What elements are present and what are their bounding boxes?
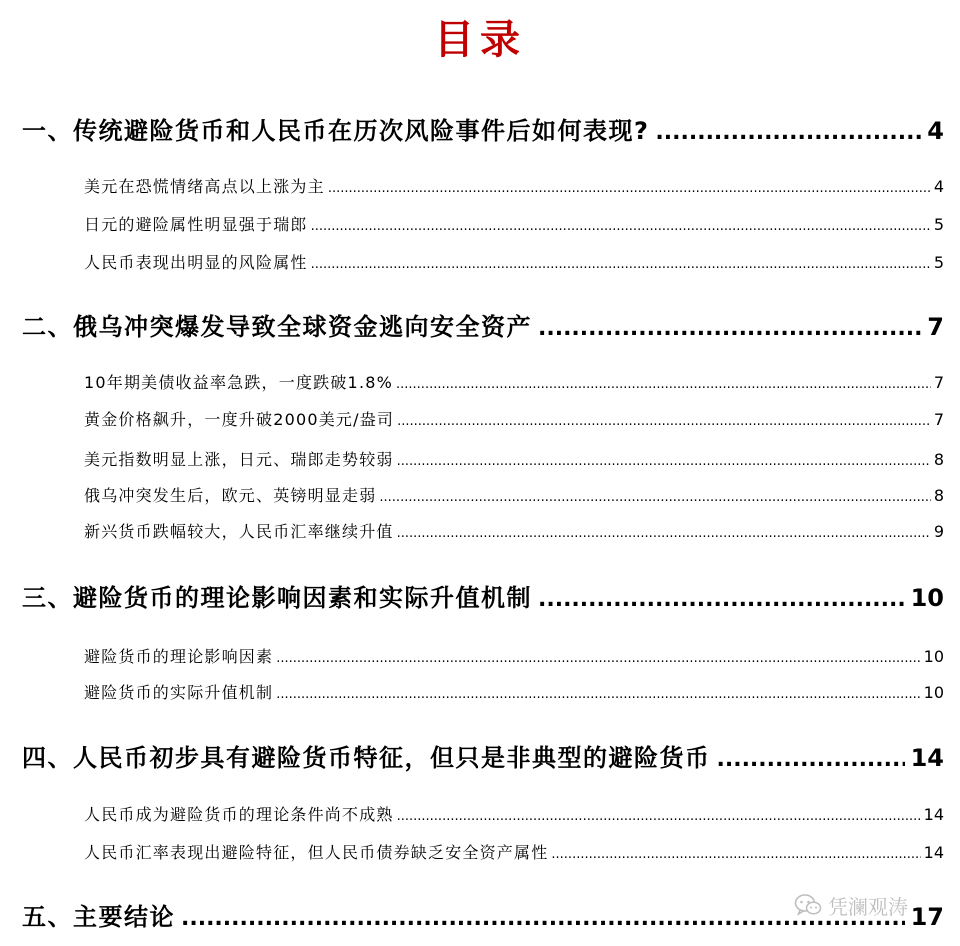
- toc-item-label: 美元指数明显上涨，日元、瑞郎走势较弱: [84, 450, 394, 469]
- toc-item-label: 人民币汇率表现出避险特征，但人民币债券缺乏安全资产属性: [84, 843, 549, 862]
- toc-leader-dots: [538, 314, 921, 344]
- toc-item-2-2[interactable]: [84, 409, 944, 431]
- toc-leader-dots: [538, 585, 905, 615]
- toc-leader-dots: [311, 216, 931, 238]
- toc-item-1-2[interactable]: [84, 214, 944, 236]
- watermark: [794, 890, 908, 920]
- toc-page-number: 5: [933, 215, 944, 234]
- toc-section-4[interactable]: [22, 743, 944, 773]
- toc-item-label: 新兴货币跌幅较大，人民币汇率继续升值: [84, 522, 394, 541]
- toc-section-label: 三、避险货币的理论影响因素和实际升值机制: [22, 584, 532, 612]
- toc-page-number: 4: [933, 177, 944, 196]
- toc-section-1[interactable]: [22, 116, 944, 146]
- toc-section-label: 四、人民币初步具有避险货币特征，但只是非典型的避险货币: [22, 744, 711, 772]
- toc-section-label: 一、传统避险货币和人民币在历次风险事件后如何表现?: [22, 117, 650, 145]
- toc-item-3-1[interactable]: [84, 646, 944, 668]
- toc-page-number: 8: [933, 486, 944, 505]
- toc-item-label: 日元的避险属性明显强于瑞郎: [84, 215, 308, 234]
- toc-page-number: 7: [927, 313, 944, 341]
- toc-item-2-5[interactable]: [84, 521, 944, 543]
- toc-item-label: 人民币表现出明显的风险属性: [84, 253, 308, 272]
- toc-leader-dots: [397, 806, 921, 828]
- toc-item-1-1[interactable]: [84, 176, 944, 198]
- toc-section-3[interactable]: [22, 583, 944, 613]
- toc-page-number: 10: [910, 584, 944, 612]
- watermark-text: 凭澜观涛: [828, 894, 908, 919]
- toc-item-label: 美元在恐慌情绪高点以上涨为主: [84, 177, 325, 196]
- toc-item-label: 10年期美债收益率急跌，一度跌破1.8%: [84, 373, 394, 392]
- toc-leader-dots: [717, 745, 905, 775]
- toc-page-number: 17: [910, 903, 944, 931]
- toc-page-number: 7: [933, 410, 944, 429]
- toc-item-4-2[interactable]: [84, 842, 944, 864]
- toc-leader-dots: [276, 648, 920, 670]
- toc-page-number: 14: [910, 744, 944, 772]
- toc-item-label: 人民币成为避险货币的理论条件尚不成熟: [84, 805, 394, 824]
- toc-page-number: 10: [923, 647, 944, 666]
- toc-item-3-2[interactable]: [84, 682, 944, 704]
- page-title: 目录: [434, 16, 526, 63]
- toc-leader-dots: [397, 451, 931, 473]
- toc-item-4-1[interactable]: [84, 804, 944, 826]
- toc-leader-dots: [328, 178, 931, 200]
- toc-item-2-3[interactable]: [84, 449, 944, 471]
- toc-page-number: 10: [923, 683, 944, 702]
- toc-item-label: 俄乌冲突发生后，欧元、英镑明显走弱: [84, 486, 377, 505]
- toc-leader-dots: [551, 844, 920, 866]
- toc-page-number: 14: [923, 843, 944, 862]
- toc-item-label: 避险货币的理论影响因素: [84, 647, 274, 666]
- toc-page-number: 8: [933, 450, 944, 469]
- toc-leader-dots: [379, 487, 930, 509]
- toc-page-number: 14: [923, 805, 944, 824]
- toc-section-label: 五、主要结论: [22, 903, 175, 931]
- toc-page-number: 7: [933, 373, 944, 392]
- toc-item-1-3[interactable]: [84, 252, 944, 274]
- toc-leader-dots: [396, 374, 931, 396]
- toc-section-2[interactable]: [22, 312, 944, 342]
- toc-section-label: 二、俄乌冲突爆发导致全球资金逃向安全资产: [22, 313, 532, 341]
- toc-page-number: 5: [933, 253, 944, 272]
- toc-leader-dots: [397, 523, 931, 545]
- toc-leader-dots: [276, 684, 920, 706]
- toc-item-2-1[interactable]: [84, 372, 944, 394]
- toc-item-2-4[interactable]: [84, 485, 944, 507]
- wechat-icon: [794, 893, 822, 917]
- toc-leader-dots: [397, 411, 931, 433]
- toc-leader-dots: [655, 118, 921, 148]
- toc-page-number: 9: [933, 522, 944, 541]
- toc-leader-dots: [311, 254, 931, 276]
- toc-page-number: 4: [927, 117, 944, 145]
- toc-item-label: 避险货币的实际升值机制: [84, 683, 274, 702]
- toc-item-label: 黄金价格飙升，一度升破2000美元/盎司: [84, 410, 395, 429]
